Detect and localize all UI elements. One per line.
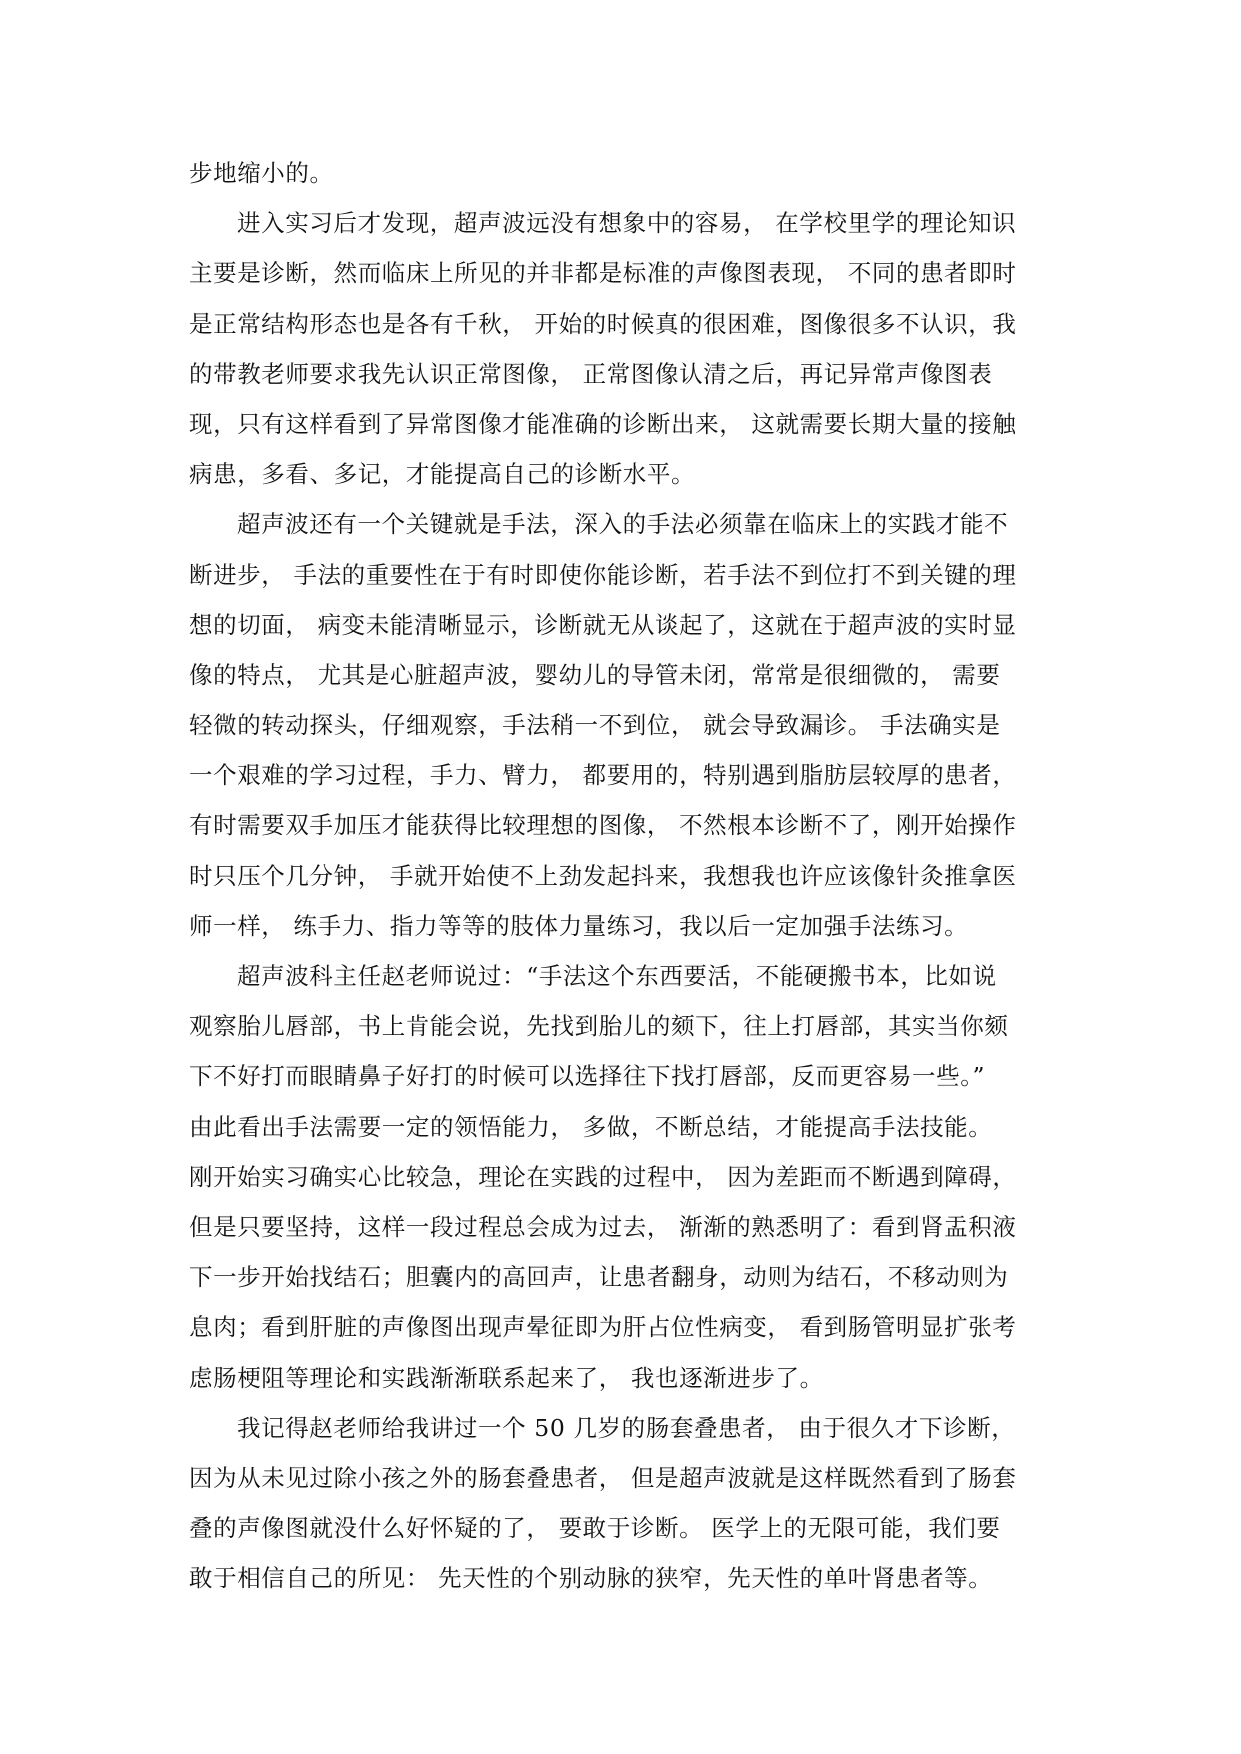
text-line: 步地缩小的。 xyxy=(189,159,334,187)
text-line: 下不好打而眼睛鼻子好打的时候可以选择往下找打唇部，反而更容易一些。” xyxy=(189,1062,986,1091)
text-line: 的带教老师要求我先认识正常图像， 正常图像认清之后，再记异常声像图表 xyxy=(189,359,993,388)
text-line: 主要是诊断，然而临床上所见的并非都是标准的声像图表现， 不同的患者即时 xyxy=(189,259,1017,288)
text-line: 下一步开始找结石；胆囊内的高回声，让患者翻身，动则为结石，不移动则为 xyxy=(189,1263,1009,1292)
text-line: 像的特点， 尤其是心脏超声波，婴幼儿的导管未闭，常常是很细微的， 需要 xyxy=(189,660,1001,689)
text-line: 师一样， 练手力、指力等等的肢体力量练习，我以后一定加强手法练习。 xyxy=(189,911,969,940)
text-line: 超声波还有一个关键就是手法，深入的手法必须靠在临床上的实践才能不 xyxy=(237,510,1009,539)
text-line: 刚开始实习确实心比较急，理论在实践的过程中， 因为差距而不断遇到障碍， xyxy=(189,1162,1017,1191)
text-line: 想的切面， 病变未能清晰显示，诊断就无从谈起了，这就在于超声波的实时显 xyxy=(189,610,1017,639)
text-line: 轻微的转动探头，仔细观察，手法稍一不到位， 就会导致漏诊。 手法确实是 xyxy=(189,711,1001,740)
text-line: 时只压个几分钟， 手就开始使不上劲发起抖来，我想我也许应该像针灸推拿医 xyxy=(189,861,1017,890)
text-line: 一个艰难的学习过程，手力、臂力， 都要用的，特别遇到脂肪层较厚的患者， xyxy=(189,761,1017,790)
text-line: 断进步， 手法的重要性在于有时即使你能诊断，若手法不到位打不到关键的理 xyxy=(189,560,1017,589)
text-line: 是正常结构形态也是各有千秋， 开始的时候真的很困难，图像很多不认识，我 xyxy=(189,309,1017,338)
text-line: 观察胎儿唇部，书上肯能会说，先找到胎儿的颏下，往上打唇部，其实当你颏 xyxy=(189,1012,1009,1041)
text-line: 进入实习后才发现，超声波远没有想象中的容易， 在学校里学的理论知识 xyxy=(237,209,1017,238)
text-line: 我记得赵老师给我讲过一个 50 几岁的肠套叠患者， 由于很久才下诊断， xyxy=(237,1413,1016,1442)
document-body xyxy=(189,148,1059,1603)
text-line: 现，只有这样看到了异常图像才能准确的诊断出来， 这就需要长期大量的接触 xyxy=(189,409,1017,438)
text-line: 超声波科主任赵老师说过：“手法这个东西要活，不能硬搬书本，比如说 xyxy=(237,962,997,990)
text-line: 病患，多看、多记，才能提高自己的诊断水平。 xyxy=(189,460,696,489)
text-line: 敢于相信自己的所见： 先天性的个别动脉的狭窄，先天性的单叶肾患者等。 xyxy=(189,1564,993,1593)
text-line: 息肉；看到肝脏的声像图出现声晕征即为肝占位性病变， 看到肠管明显扩张考 xyxy=(189,1313,1017,1342)
text-line: 有时需要双手加压才能获得比较理想的图像， 不然根本诊断不了，刚开始操作 xyxy=(189,811,1017,840)
text-line: 叠的声像图就没什么好怀疑的了， 要敢于诊断。 医学上的无限可能，我们要 xyxy=(189,1514,1001,1543)
text-line: 由此看出手法需要一定的领悟能力， 多做，不断总结，才能提高手法技能。 xyxy=(189,1112,993,1141)
text-line: 虑肠梗阻等理论和实践渐渐联系起来了， 我也逐渐进步了。 xyxy=(189,1363,824,1392)
text-line: 因为从未见过除小孩之外的肠套叠患者， 但是超声波就是这样既然看到了肠套 xyxy=(189,1463,1017,1492)
text-line: 但是只要坚持，这样一段过程总会成为过去， 渐渐的熟悉明了：看到肾盂积液 xyxy=(189,1212,1017,1241)
